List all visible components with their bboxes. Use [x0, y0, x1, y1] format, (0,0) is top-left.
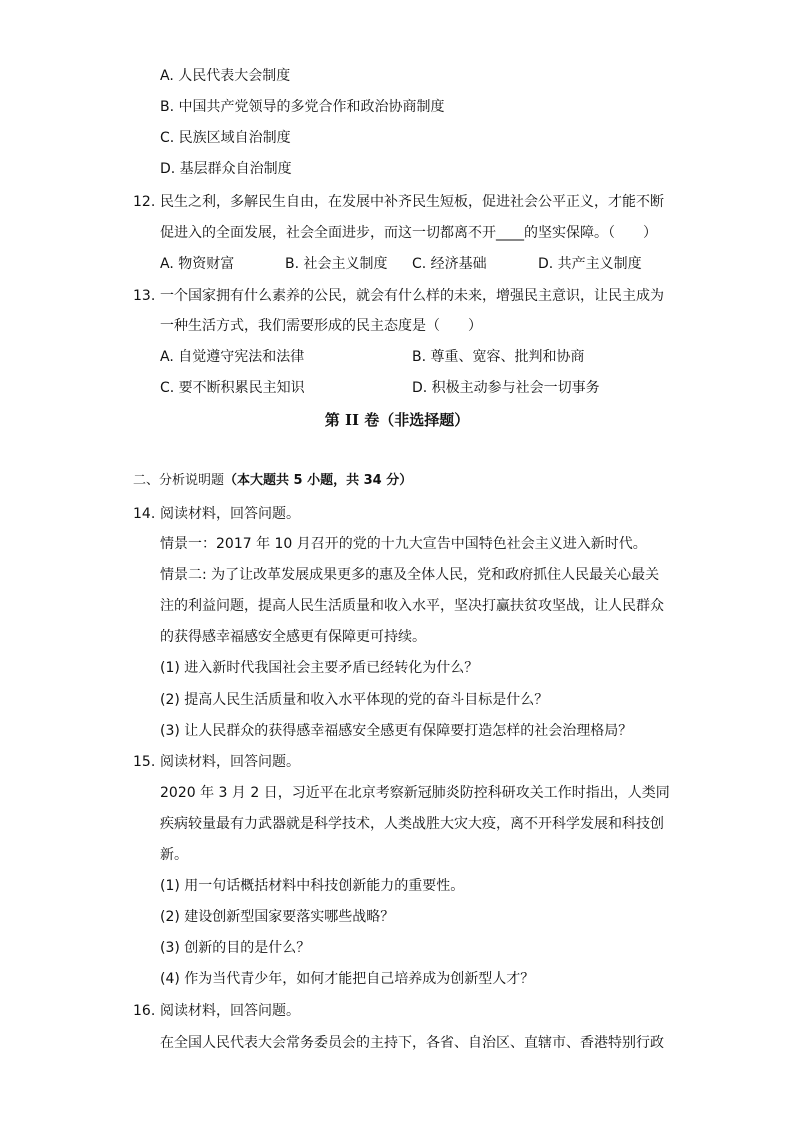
q11-option-b: B. 中国共产党领导的多党合作和政治协商制度 — [160, 99, 445, 115]
q13-option-c: C. 要不断积累民主知识 — [160, 380, 305, 396]
q15-number: 15. — [133, 754, 156, 770]
q12-option-c: C. 经济基础 — [412, 256, 487, 272]
q14-number: 14. — [133, 506, 156, 522]
q16-text-line1: 在全国人民代表大会常务委员会的主持下，各省、自治区、直辖市、香港特别行政 — [160, 1035, 664, 1051]
q13-stem-line2: 一种生活方式，我们需要形成的民主态度是（ ） — [160, 318, 482, 334]
q15-prompt: 阅读材料，回答问题。 — [160, 754, 300, 770]
section2-note: （本大题共 5 小题，共 34 分） — [224, 473, 413, 488]
q11-option-c: C. 民族区域自治制度 — [160, 130, 291, 146]
part2-title: 第 II 卷（非选择题） — [324, 411, 470, 429]
q13-stem-line1: 一个国家拥有什么素养的公民，就会有什么样的未来，增强民主意识，让民主成为 — [160, 288, 664, 304]
section2-title — [133, 471, 412, 491]
q13-option-b: B. 尊重、宽容、批判和协商 — [412, 349, 585, 365]
q13-option-d: D. 积极主动参与社会一切事务 — [412, 380, 600, 396]
q15-text-line2: 疾病较量最有力武器就是科学技术，人类战胜大灾大疫，离不开科学发展和科技创 — [160, 816, 664, 832]
q15-sub2: (2) 建设创新型国家要落实哪些战略？ — [160, 909, 395, 925]
q14-sub1: (1) 进入新时代我国社会主要矛盾已经转化为什么？ — [160, 660, 479, 676]
q14-scene2-line1: 情景二: 为了让改革发展成果更多的惠及全体人民，党和政府抓住人民最关心最关 — [160, 567, 660, 583]
q14-prompt: 阅读材料，回答问题。 — [160, 506, 300, 522]
section2-label: 二、分析说明题 — [133, 473, 225, 488]
q14-sub3: (3) 让人民群众的获得感幸福感安全感更有保障要打造怎样的社会治理格局？ — [160, 723, 633, 739]
q14-scene2-line2: 注的利益问题，提高人民生活质量和收入水平，坚决打赢扶贫攻坚战，让人民群众 — [160, 598, 664, 614]
q14-scene2-line3: 的获得感幸福感安全感更有保障更可持续。 — [160, 629, 426, 645]
q14-sub2: (2) 提高人民生活质量和收入水平体现的党的奋斗目标是什么？ — [160, 692, 549, 708]
q16-number: 16. — [133, 1003, 156, 1019]
q16-prompt: 阅读材料，回答问题。 — [160, 1003, 300, 1019]
q12-stem-line1: 民生之利，多解民生自由，在发展中补齐民生短板，促进社会公平正义，才能不断 — [160, 194, 664, 210]
q12-option-a: A. 物资财富 — [160, 256, 235, 272]
q11-option-d: D. 基层群众自治制度 — [160, 161, 292, 177]
q12-option-d: D. 共产主义制度 — [538, 256, 642, 272]
q15-sub4: (4) 作为当代青少年，如何才能把自己培养成为创新型人才？ — [160, 971, 535, 987]
q15-text-line3: 新。 — [160, 847, 188, 863]
q15-sub3: (3) 创新的目的是什么？ — [160, 940, 311, 956]
q15-sub1: (1) 用一句话概括材料中科技创新能力的重要性。 — [160, 878, 465, 894]
q13-number: 13. — [133, 288, 156, 304]
q15-text-line1: 2020 年 3 月 2 日，习近平在北京考察新冠肺炎防控科研攻关工作时指出，人类同 — [160, 785, 670, 801]
q12-option-b: B. 社会主义制度 — [285, 256, 388, 272]
q14-scene1: 情景一：2017 年 10 月召开的党的十九大宣告中国特色社会主义进入新时代。 — [160, 536, 647, 552]
q11-option-a: A. 人民代表大会制度 — [160, 68, 291, 84]
q12-stem-line2: 促进入的全面发展，社会全面进步，而这一切都离不开____的坚实保障。（ ） — [160, 225, 657, 241]
q13-option-a: A. 自觉遵守宪法和法律 — [160, 349, 305, 365]
q12-number: 12. — [133, 194, 156, 210]
